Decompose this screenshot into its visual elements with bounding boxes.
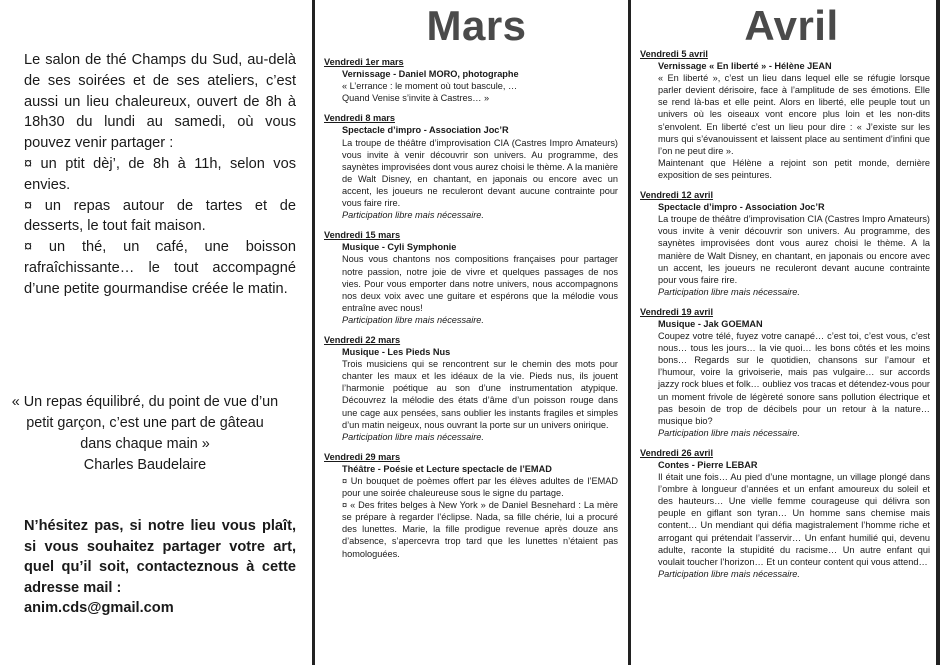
- event-note: Participation libre mais nécessaire.: [658, 427, 800, 438]
- event-description-paragraph: Maintenant que Hélène a rejoint son petit monde, dernière exposition de ses peintures.: [658, 157, 930, 180]
- event-date: Vendredi 12 avril: [640, 190, 714, 201]
- event-description-paragraph: ¤ « Des frites belges à New York » de Daniel Besnehard : La mère se prépare à regarder l’éclipse. Nada, sa fille chérie, lui a procuré des lunettes. Marie, la fille prodigue revenue après douze ans d’absence, s’apercevra trop tard que les lunettes n’étaient pas homologuées.: [342, 500, 618, 559]
- event-item: [324, 112, 618, 221]
- event-date: Vendredi 1er mars: [324, 57, 404, 67]
- event-item: [640, 48, 930, 181]
- avril-column: [628, 0, 940, 665]
- event-title: Musique - Les Pieds Nus: [342, 347, 451, 358]
- event-date: Vendredi 19 avril: [640, 306, 714, 317]
- event-description: [324, 358, 618, 431]
- avril-event-list: [631, 48, 940, 580]
- event-item: [640, 189, 930, 298]
- event-description-paragraph: « L’errance : le moment où tout bascule, …: [342, 81, 518, 92]
- intro-paragraph: Le salon de thé Champs du Sud, au-delà de ses soirées et de ses ateliers, c’est aussi un lieu chaleureux, ouvert de 8h à 18h30 du lundi au samedi, où vous pouvez venir partager :: [24, 52, 296, 152]
- event-item: [324, 334, 618, 443]
- event-date: Vendredi 26 avril: [640, 447, 714, 458]
- event-description: [640, 471, 930, 568]
- month-title-avril: Avril: [744, 2, 839, 49]
- event-item: [324, 229, 618, 326]
- intro-text: [24, 50, 296, 300]
- quote-block: [10, 392, 280, 476]
- event-description: [324, 475, 618, 560]
- event-item: [640, 306, 930, 439]
- event-note: Participation libre mais nécessaire.: [658, 568, 800, 579]
- event-description-paragraph: « En liberté », c’est un lieu dans lequel elle se réfugie lorsque parler devient dérisoire, face à l’amplitude de ses émotions. Elle se rend là-bas et elle peint. Alors en liberté, elle peuple tout un univers où les oiseaux vont encore plus loin et les non-dits s’envolent. En liberté c’est un lieu pour dire : « J’existe sur les murs qui s’évanouissent et laissent place au sentiment d’infini que l’on ne peut dire ».: [658, 73, 930, 156]
- event-note: Participation libre mais nécessaire.: [342, 314, 484, 325]
- contact-callout: [24, 516, 296, 619]
- event-title: Vernissage « En liberté » - Hélène JEAN: [658, 61, 832, 72]
- event-note: Participation libre mais nécessaire.: [342, 210, 484, 221]
- event-description-paragraph: Trois musiciens qui se rencontrent sur le chemin des mots pour chanter les maux et les idéaux de la vie. Pieds nus, ils jouent l’harmonie poétique au son d’une instrumentation atypique. Découvrez la mélodie des états d’âme d’un poisson rouge dans une cage aux pensées, sans oublier les instants fragiles et simples d’un matin neigeux, nous ouvrant la porte sur un univers onirique.: [342, 359, 618, 430]
- event-description-paragraph: ¤ Un bouquet de poèmes offert par les élèves adultes de l’EMAD pour une soirée chaleureuse sous le signe du partage.: [342, 476, 618, 499]
- event-item: [640, 447, 930, 580]
- event-date: Vendredi 8 mars: [324, 113, 395, 124]
- event-note: Participation libre mais nécessaire.: [342, 431, 484, 442]
- event-description: [324, 80, 618, 104]
- event-date: Vendredi 15 mars: [324, 230, 401, 241]
- mars-column: [312, 0, 628, 665]
- event-item: [324, 56, 618, 104]
- intro-paragraph: ¤ un ptit dèj’, de 8h à 11h, selon vos envies.: [24, 155, 296, 193]
- event-title: Musique - Jak GOEMAN: [658, 318, 763, 329]
- event-note: Participation libre mais nécessaire.: [658, 286, 800, 297]
- event-date: Vendredi 29 mars: [324, 451, 401, 462]
- event-description-paragraph: Quand Venise s’invite à Castres… »: [342, 93, 490, 104]
- event-date: Vendredi 22 mars: [324, 334, 401, 345]
- event-title: Spectacle d’impro - Association Joc’R: [658, 202, 825, 213]
- quote-text: « Un repas équilibré, du point de vue d’un petit garçon, c’est une part de gâteau dans chaque main »: [11, 394, 279, 452]
- mars-event-list: [315, 48, 628, 560]
- quote-author: Charles Baudelaire: [83, 457, 207, 473]
- month-title-mars: Mars: [426, 2, 527, 49]
- event-description-paragraph: Coupez votre télé, fuyez votre canapé… c’est toi, c’est vous, c’est nous… tous les jours… la vie quoi… les bons côtés et les moins bons… Regards sur le quotidien, chansons sur l’amour et l’humour, voire la grivoiserie, mais pas vulgaire… sur accords jazzy rock blues et folk… oubliez vos tracas et détendez-vous pour un moment frivole de légèreté sonore sans pollution électrique et pas besoin de trop de décibels pour un retour à la nature… musique bio?: [658, 331, 930, 426]
- event-title: Contes - Pierre LEBAR: [658, 460, 758, 470]
- event-title: Spectacle d’impro - Association Joc’R: [342, 125, 509, 136]
- event-title: Théâtre - Poésie et Lecture spectacle de l’EMAD: [342, 463, 552, 474]
- event-description-paragraph: Il était une fois… Au pied d’une montagne, un village plongé dans l’ombre à longueur d’années et un enfant amoureux du soleil et des hauteurs… Une vielle femme courageuse qui délivra son peuple en giflant son tyran… Un homme sans chemise mais content… Un mendiant qui défia magistralement l’homme riche et arrogant qui prétendait l’asservir… Un enfant humilié qui, devenu adulte, raconte la stupidité du racisme… Un autre enfant qui voulait toucher l’horizon… Et un conteur content qui vous attend…: [658, 472, 930, 567]
- contact-email-link[interactable]: anim.cds@gmail.com: [24, 600, 174, 616]
- intro-paragraph: ¤ un thé, un café, une boisson rafraîchissante… le tout accompagné d’une petite gourmandise créée le matin.: [24, 239, 296, 297]
- event-description-paragraph: La troupe de théâtre d’improvisation CIA (Castres Impro Amateurs) vous invite à venir découvrir son univers. Au programme, des saynètes improvisées dont vous aurez choisi le thème. A la manière de Walt Disney, en chantant, en japonais ou encore avec un accent, les joueurs ne reculeront devant aucune contrainte pour vous faire rire.: [342, 137, 618, 209]
- contact-text: N’hésitez pas, si notre lieu vous plaît, si vous souhaitez partager votre art, quel qu’il soit, contacteznous à cette adresse mail :: [24, 518, 296, 596]
- event-item: [324, 451, 618, 560]
- right-border: [936, 0, 940, 665]
- event-date: Vendredi 5 avril: [640, 49, 708, 59]
- event-description: [640, 72, 930, 181]
- event-title: Musique - Cyli Symphonie: [342, 242, 457, 253]
- left-column: [0, 0, 312, 665]
- event-description-paragraph: Nous vous chantons nos compositions françaises pour partager notre passion, notre joie de vivre et quelques passages de nos vies. Pour vous emporter dans notre univers, nous accompagnons nos deux voix avec une guitare et espérons que la mélodie vous entraîne avec nous!: [342, 254, 618, 313]
- event-description: [640, 330, 930, 427]
- event-description: [324, 253, 618, 313]
- event-description-paragraph: La troupe de théâtre d’improvisation CIA (Castres Impro Amateurs) vous invite à venir découvrir son univers. Au programme, des saynètes improvisées dont vous aurez choisi le thème. A la manière de Walt Disney, en chantant, en japonais ou encore avec un accent, les joueurs ne reculeront devant aucune contrainte pour vous faire rire.: [658, 214, 930, 285]
- intro-paragraph: ¤ un repas autour de tartes et de desserts, le tout fait maison.: [24, 197, 296, 235]
- event-description: [324, 137, 618, 210]
- event-title: Vernissage - Daniel MORO, photographe: [342, 69, 519, 80]
- event-description: [640, 213, 930, 286]
